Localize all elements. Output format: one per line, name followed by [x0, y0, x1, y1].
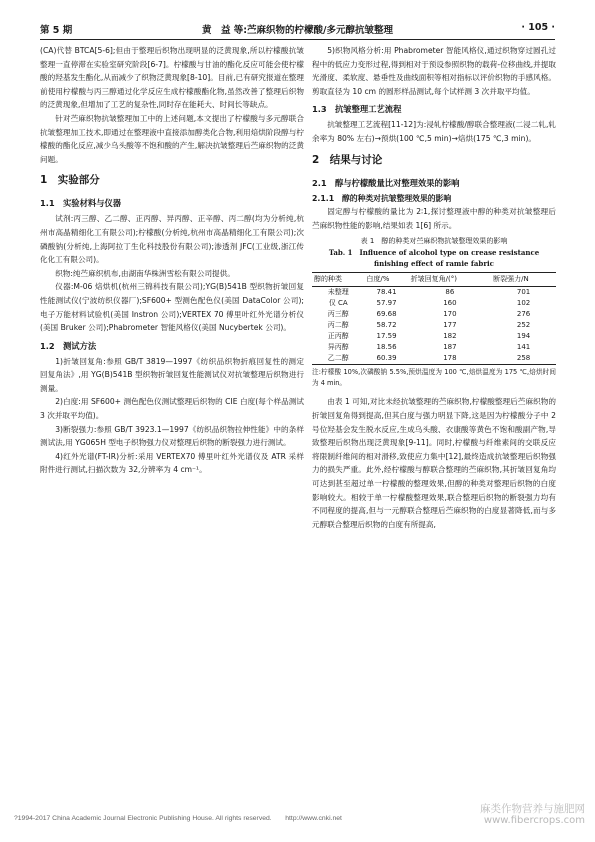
table-row — [312, 298, 556, 309]
running-title: 黄 益 等:苎麻织物的柠檬酸/多元醇抗皱整理 — [201, 25, 394, 36]
paragraph: 1)折皱回复角:参照 GB/T 3819—1997《纺织品织物折痕回复性的测定 回复角法》,用 YG(B)541B 型织物折皱回复性能测试仪对抗皱整理后织物进行测量。 — [40, 356, 304, 393]
table-cell: 仅 CA — [328, 299, 348, 308]
table-caption-en: finishing effect of ramie fabric — [374, 259, 494, 269]
paragraph: (CA)代替 BTCA[5-6];但由于整理后织物出现明显的泛黄现象,所以柠檬酸抗皱整理一直停滞在实验室研究阶段[6-7]。柠檬酸与甘油的酯化反应可能会使柠檬酸的羟基发生酯化,从而减少了织物泛黄现象[8-10]。目前,已有研究报道在整理前使用柠檬酸与丙三醇通过化学反应生成柠檬酸酯化物,虽然改善了整理后织物的泛黄现象,但增加了工艺的复杂性,同时存在能耗大、时间长等缺点。 — [40, 46, 304, 110]
watermark — [480, 803, 585, 827]
paragraph: 仪器:M-06 焙烘机(杭州三锦科技有限公司);YG(B)541B 型织物折皱回复性能测试仪(宁波纺织仪器厂);SF600+ 型测色配色仪(美国 DataColor 公司);电子万能材料试验机(美国 Instron 公司);VERTEX 70 傅里叶红外光谱分析仪(美国 Bruker 公司);Phabrometer 智能风格仪(美国 Nucybertek 公司)。 — [40, 282, 304, 333]
table-cell: 86 — [445, 288, 455, 297]
copyright-footer: ?1994-2017 China Academic Journal Electronic Publishing House. All rights reserved. http://www.cnki.net — [14, 815, 342, 822]
table-cell: 乙二醇 — [312, 353, 364, 365]
table-cell: 102 — [516, 299, 531, 308]
subsection-heading: 2.1 醇与柠檬酸量比对整理效果的影响 — [312, 177, 460, 188]
section-heading: 2 结果与讨论 — [312, 153, 383, 166]
table-cell: 177 — [443, 321, 457, 330]
table-cell: 丙二醇 — [327, 321, 349, 330]
table-row — [312, 342, 556, 353]
page-number: · 105 · — [521, 22, 555, 33]
subsection-heading: 1.1 实验材料与仪器 — [40, 198, 122, 209]
table-header-row — [312, 273, 556, 287]
paragraph: 5)织物风格分析:用 Phabrometer 智能风格仪,通过织物穿过圆孔过程中的低应力变形过程,得到相对于预设参照织物的载荷-位移曲线,并提取光滑度、柔软度、悬垂性及曲线面积等相对指标以评价织物的手感风格。剪取直径为 10 cm 的圆形样品测试,每个试样测 3 次并取平均值。 — [312, 46, 556, 96]
table-cell: 17.59 — [376, 332, 397, 341]
table-caption-en: Tab. 1 Influence of alcohol type on crease resistance — [328, 248, 540, 258]
table-cell: 160 — [443, 299, 457, 308]
watermark-text: 麻类作物营养与施肥网 — [480, 803, 585, 815]
table-cell: 701 — [516, 288, 531, 297]
section-heading: 1 实验部分 — [40, 174, 100, 187]
table-cell: 258 — [491, 353, 556, 365]
table-cell: 18.56 — [376, 343, 397, 352]
paragraph: 2)白度:用 SF600+ 测色配色仪测试整理后织物的 CIE 白度(每个样品测试 3 次并取平均值)。 — [40, 397, 304, 421]
table-caption-cn: 表 1 醇的种类对苎麻织物抗皱整理效果的影响 — [360, 237, 508, 246]
table-cell: 未整理 — [327, 288, 349, 297]
table-header-cell: 断裂强力/N — [491, 273, 556, 287]
table-cell: 异丙醇 — [327, 343, 349, 352]
paragraph: 抗皱整理工艺流程[11-12]为:浸轧柠檬酸/醇联合整理液(二浸二轧,轧余率为 80% 左右)→预烘(100 ℃,5 min)→焙烘(175 ℃,3 min)。 — [312, 120, 556, 143]
table-cell: 178 — [409, 353, 491, 365]
paragraph: 针对苎麻织物抗皱整理加工中的上述问题,本文提出了柠檬酸与多元醇联合抗皱整理加工技术,即通过在整理液中直接添加醇类化合物,利用焙烘阶段醇与柠檬酸的酯化反应,减少乌头酸等不饱和酸的产生,解决抗皱整理后苎麻织物的泛黄问题。 — [40, 113, 304, 164]
issue-number: 第 5 期 — [40, 25, 73, 36]
table-row — [312, 331, 556, 342]
header-rule — [40, 39, 555, 40]
table-cell: 丙三醇 — [327, 310, 349, 319]
subsubsection-heading: 2.1.1 醇的种类对抗皱整理效果的影响 — [312, 193, 452, 203]
table-header-cell: 白度/% — [364, 273, 408, 287]
table-row — [312, 287, 556, 299]
table-row — [312, 320, 556, 331]
data-table — [312, 272, 556, 365]
paragraph: 4)红外光谱(FT-IR)分析:采用 VERTEX70 傅里叶红外光谱仪及 ATR 采样附件进行测试,扫描次数为 32,分辨率为 4 cm⁻¹。 — [40, 451, 304, 475]
paragraph: 织物:纯苎麻织机布,由湖南华株洲雪松有限公司提供。 — [55, 268, 235, 278]
subsection-heading: 1.2 测试方法 — [40, 340, 97, 351]
paragraph: 3)断裂强力:参照 GB/T 3923.1—1997《纺织品织物拉伸性能》中的条样测试法,用 YG065H 型电子织物强力仪对整理后织物的断裂强力进行测试。 — [40, 424, 304, 448]
table-block — [312, 236, 556, 389]
watermark-url: www.fibercrops.com — [483, 815, 585, 826]
table-cell: 57.97 — [376, 299, 397, 308]
table-cell: 60.39 — [364, 353, 408, 365]
table-cell: 正丙醇 — [327, 332, 349, 341]
table-cell: 276 — [516, 310, 531, 319]
table-cell: 194 — [516, 332, 531, 341]
running-header — [40, 22, 555, 38]
left-column — [40, 44, 304, 477]
table-cell: 187 — [443, 343, 457, 352]
table-note: 注:柠檬酸 10%,次磷酸钠 5.5%,预烘温度为 100 ℃,焙烘温度为 175 ℃,焙烘时间为 4 min。 — [312, 368, 556, 388]
table-row — [312, 353, 556, 365]
paragraph: 由表 1 可知,对比未经抗皱整理的苎麻织物,柠檬酸整理后苎麻织物的折皱回复角得到提高,但其白度与强力明显下降,这是因为柠檬酸分子中 2 号位羟基会发生脱水反应,生成乌头酸、衣康酸等黄色不饱和酸副产物,导致整理后织物出现泛黄现象[9-11]。同时,柠檬酸与纤维素间的交联反应将限制纤维间的相对滑移,致使应力集中[12],最终造成抗皱整理后织物强力的损失严重。此外,经柠檬酸与醇联合整理的苎麻织物,其折皱回复角均可达到甚至超过单一柠檬酸的整理效果,但醇的种类对整理后织物的白度影响较大。相较于单一柠檬酸整理效果,联合整理后织物的断裂强力均有不同程度的提高,但与一元醇联合整理后苎麻织物的白度显著降低,而与多元醇联合整理后织物的白度有所提高, — [312, 397, 556, 529]
table-cell: 58.72 — [376, 321, 397, 330]
table-cell: 69.68 — [376, 310, 397, 319]
table-header-cell: 折皱回复角/(°) — [409, 273, 491, 287]
paragraph: 固定醇与柠檬酸的量比为 2∶1,探讨整理液中醇的种类对抗皱整理后苎麻织物性能的影响,结果如表 1[6] 所示。 — [312, 207, 556, 230]
paragraph: 试剂:丙三醇、乙二醇、正丙醇、异丙醇、正辛醇、丙二醇(均为分析纯,杭州市高晶精细化工有限公司);柠檬酸(分析纯,杭州市高晶精细化工有限公司);次磷酸钠(分析纯,上海阿拉丁生化科技股份有限公司);渗透剂 JFC(工业级,浙江传化化工有限公司)。 — [40, 214, 304, 265]
subsection-heading: 1.3 抗皱整理工艺流程 — [312, 104, 402, 115]
table-cell: 252 — [516, 321, 531, 330]
table-header-cell: 醇的种类 — [312, 273, 364, 287]
right-column — [312, 44, 556, 531]
table-cell: 141 — [516, 343, 531, 352]
table-row — [312, 309, 556, 320]
table-cell: 182 — [443, 332, 457, 341]
table-cell: 170 — [443, 310, 457, 319]
table-cell: 78.41 — [376, 288, 397, 297]
